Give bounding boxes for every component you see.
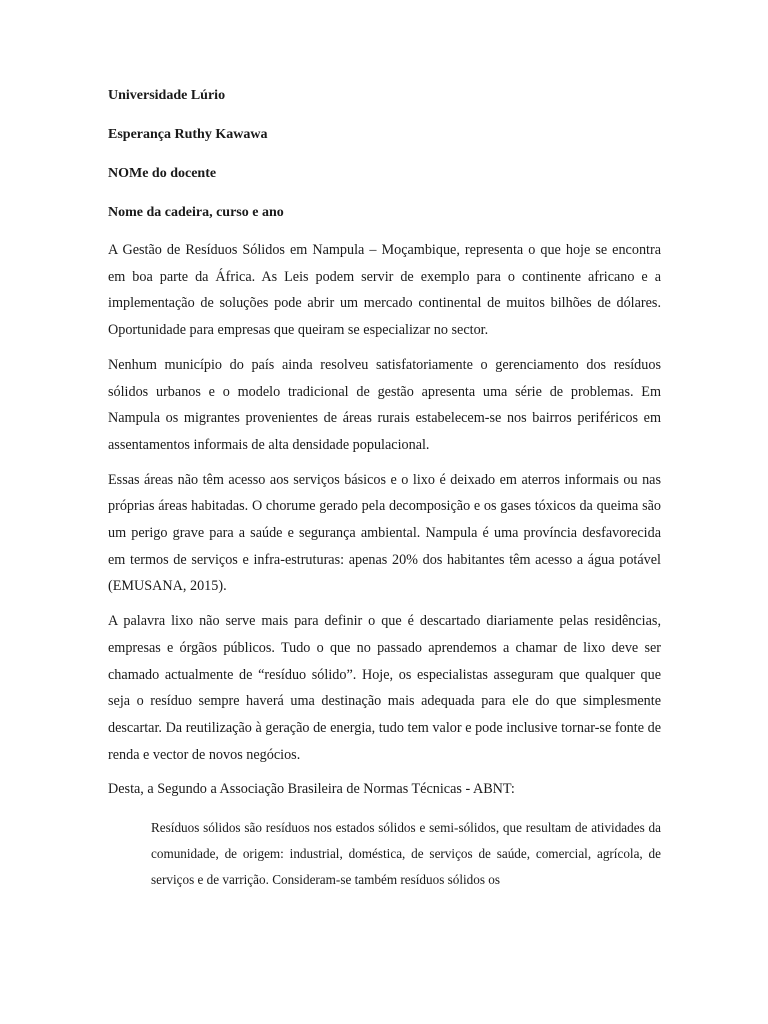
paragraph-abnt-intro: Desta, a Segundo a Associação Brasileira de Normas Técnicas - ABNT:: [108, 781, 515, 798]
paragraph-waste-definition: A palavra lixo não serve mais para definir o que é descartado diariamente pelas residências, empresas e órgãos públicos. Tudo o que no passado aprendemos a chamar de lixo deve ser chamado actualmente de “resíduo sólido”. Hoje, os especialistas asseguram que qualquer que seja o resíduo sempre haverá uma destinação mais adequada para ele do que simplesmente descartar. Da reutilização à geração de energia, tudo tem valor e pode inclusive tornar-se fonte de renda e vector de novos negócios.: [108, 613, 661, 763]
teacher-name: NOMe do docente: [108, 166, 217, 181]
paragraph-municipalities: Nenhum município do país ainda resolveu satisfatoriamente o gerenciamento dos resíduos sólidos urbanos e o modelo tradicional de gestão apresenta uma série de problemas. Em Nampula os migrantes provenientes de áreas rurais estabelecem-se nos bairros periféricos em assentamentos informais de alta densidade populacional.: [108, 356, 661, 453]
author-name: Esperança Ruthy Kawawa: [108, 127, 268, 142]
paragraph-services: Essas áreas não têm acesso aos serviços básicos e o lixo é deixado em aterros informais ou nas próprias áreas habitadas. O chorume gerado pela decomposição e os gases tóxicos da queima são um perigo grave para a saúde e segurança ambiental. Nampula é uma província desfavorecida em termos de serviços e infra-estruturas: apenas 20% dos habitantes têm acesso a água potável (EMUSANA, 2015).: [108, 471, 661, 595]
document-page: [108, 86, 661, 893]
block-quote: Resíduos sólidos são resíduos nos estados sólidos e semi-sólidos, que resultam de atividades da comunidade, de origem: industrial, doméstica, de serviços de saúde, comercial, agrícola, de serviços e de varrição. Consideram-se também resíduos sólidos os: [151, 820, 661, 888]
university-name: Universidade Lúrio: [108, 88, 226, 103]
course-info: Nome da cadeira, curso e ano: [108, 205, 284, 220]
paragraph-intro: A Gestão de Resíduos Sólidos em Nampula – Moçambique, representa o que hoje se encontra em boa parte da África. As Leis podem servir de exemplo para o continente africano e a implementação de soluções pode abrir um mercado continental de muitos bilhões de dólares. Oportunidade para empresas que queiram se especializar no sector.: [108, 242, 661, 339]
